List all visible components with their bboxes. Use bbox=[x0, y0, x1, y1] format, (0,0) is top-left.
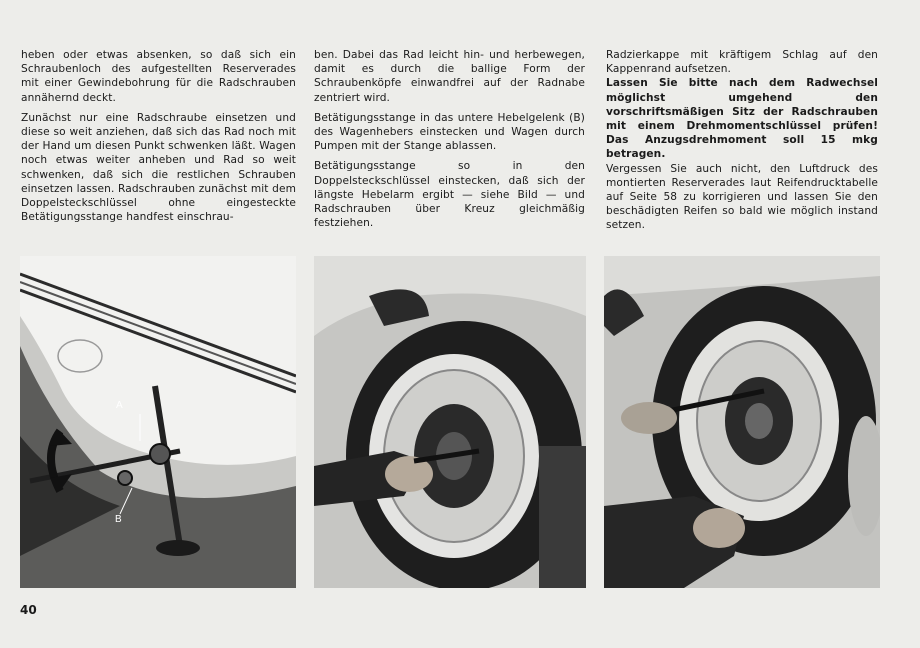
paragraph: ben. Dabei das Rad leicht hin- und herbewegen, damit es durch die ballige Form der Schraubenköpfe einwandfrei auf der Radnabe zentriert wird. bbox=[314, 49, 585, 104]
label-a: A bbox=[116, 400, 123, 411]
figure-wheel-photo-2 bbox=[604, 256, 880, 588]
jack-illustration bbox=[20, 256, 296, 588]
paragraph-bold-notice bbox=[606, 76, 878, 161]
figure-jack-photo bbox=[20, 256, 296, 588]
wheel-illustration bbox=[314, 256, 586, 588]
paragraph: heben oder etwas absenken, so daß sich ein Schraubenloch des aufgestellten Reserverades mit einer Gewindebohrung für die Radschrauben annähernd deckt. bbox=[21, 49, 296, 104]
paragraph: Betätigungsstange so in den Doppelsteckschlüssel einstecken, daß sich der längste Hebelarm ergibt — siehe Bild — und Radschrauben über Kreuz gleichmäßig festziehen. bbox=[314, 160, 585, 230]
label-b: B bbox=[115, 514, 122, 525]
text-column-2 bbox=[314, 48, 585, 230]
figure-wheel-photo-1 bbox=[314, 256, 586, 588]
text-column-1 bbox=[21, 48, 296, 224]
paragraph: Zunächst nur eine Radschraube einsetzen und diese so weit anziehen, daß sich das Rad noch mit der Hand um diesen Punkt schwenken läßt. Wagen noch etwas weiter anheben und Rad so weit schwenken, daß sich die restlichen Schrauben einsetzen lassen. Radschrauben zunächst mit dem Doppelsteckschlüssel ohne eingesteckte Betätigungsstange handfest einschrau- bbox=[21, 111, 296, 224]
paragraph: Betätigungsstange in das untere Hebelgelenk (B) des Wagenhebers einstecken und Wagen durch Pumpen mit der Stange ablassen. bbox=[314, 111, 585, 153]
wrench-illustration bbox=[604, 256, 880, 588]
bold-text: Lassen Sie bitte nach dem Radwechsel möglichst umgehend den vorschriftsmäßigen Sitz der Radschrauben mit einem Drehmomentschlüssel prüfen! Das Anzugsdrehmoment soll 15 mkg betragen. bbox=[606, 77, 878, 161]
paragraph: Radzierkappe mit kräftigem Schlag auf den Kappenrand aufsetzen. bbox=[606, 49, 878, 76]
page-number: 40 bbox=[20, 603, 37, 617]
paragraph: Vergessen Sie auch nicht, den Luftdruck des montierten Reserverades laut Reifendrucktabelle auf Seite 58 zu korrigieren und lassen Sie den beschädigten Reifen so bald wie möglich instand setzen. bbox=[606, 162, 878, 232]
text-column-3 bbox=[606, 48, 878, 233]
